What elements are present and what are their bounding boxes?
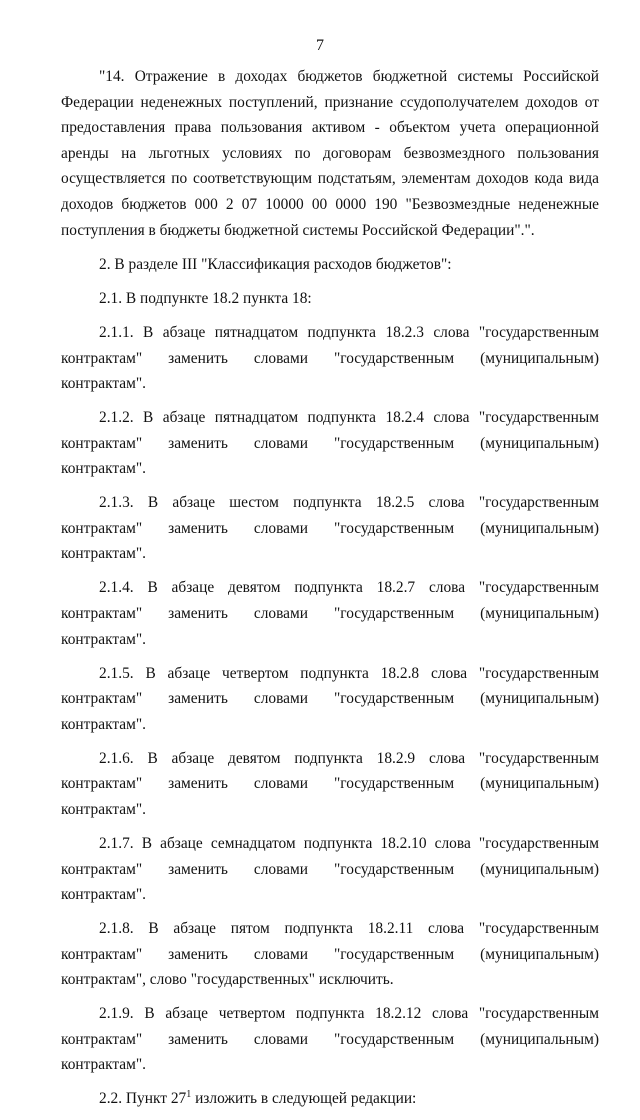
paragraph-2-2-superscript: 1	[186, 1089, 192, 1101]
paragraph-2-1-7: 2.1.7. В абзаце семнадцатом подпункта 18.2.10 слова "государственным контрактам" заменить словами "государственным (муниципальным) контрактам".	[61, 834, 599, 904]
paragraph-2-1-6: 2.1.6. В абзаце девятом подпункта 18.2.9 слова "государственным контрактам" заменить словами "государственным (муниципальным) контрактам".	[61, 749, 599, 818]
paragraph-2-1-2: 2.1.2. В абзаце пятнадцатом подпункта 18.2.4 слова "государственным контрактам" заменить словами "государственным (муниципальным) контрактам".	[61, 409, 599, 478]
paragraph-2-1-8: 2.1.8. В абзаце пятом подпункта 18.2.11 слова "государственным контрактам" заменить словами "государственным (муниципальным) контрактам", слово "государственных" исключить.	[61, 920, 599, 989]
paragraph-14-income-reflection: "14. Отражение в доходах бюджетов бюджетной системы Российской Федерации неденежных поступлений, признание ссудополучателем доходов от предоставления права пользования активом - объектом учета операционной аренды на льготных условиях по договорам безвозмездного пользования осуществляется по соответствующим подстатьям, элементам доходов кода вида доходов бюджетов 000 2 07 10000 00 0000 190 "Безвозмездные неденежные поступления в бюджеты бюджетной системы Российской Федерации".".	[61, 68, 599, 239]
paragraph-section-3: 2. В разделе III "Классификация расходов бюджетов":	[99, 255, 452, 273]
paragraph-2-2-lead: 2.2. Пункт 27	[99, 1090, 187, 1108]
paragraph-2-1-5: 2.1.5. В абзаце четвертом подпункта 18.2.8 слова "государственным контрактам" заменить словами "государственным (муниципальным) контрактам".	[61, 664, 599, 733]
paragraph-2-1-9: 2.1.9. В абзаце четвертом подпункта 18.2.12 слова "государственным контрактам" заменить словами "государственным (муниципальным) контрактам".	[61, 1005, 599, 1074]
paragraph-2-2-tail: изложить в следующей редакции:	[191, 1090, 417, 1108]
paragraph-2-1-3: 2.1.3. В абзаце шестом подпункта 18.2.5 слова "государственным контрактам" заменить словами "государственным (муниципальным) контрактам".	[61, 494, 599, 563]
paragraph-2-1-4: 2.1.4. В абзаце девятом подпункта 18.2.7 слова "государственным контрактам" заменить словами "государственным (муниципальным) контрактам".	[61, 579, 599, 648]
page-number: 7	[316, 37, 324, 54]
paragraph-2-1-1: 2.1.1. В абзаце пятнадцатом подпункта 18.2.3 слова "государственным контрактам" заменить словами "государственным (муниципальным) контрактам".	[61, 323, 599, 393]
paragraph-2-2	[61, 1086, 599, 1112]
document-body	[61, 64, 599, 1120]
paragraph-2-1: 2.1. В подпункте 18.2 пункта 18:	[99, 289, 312, 307]
